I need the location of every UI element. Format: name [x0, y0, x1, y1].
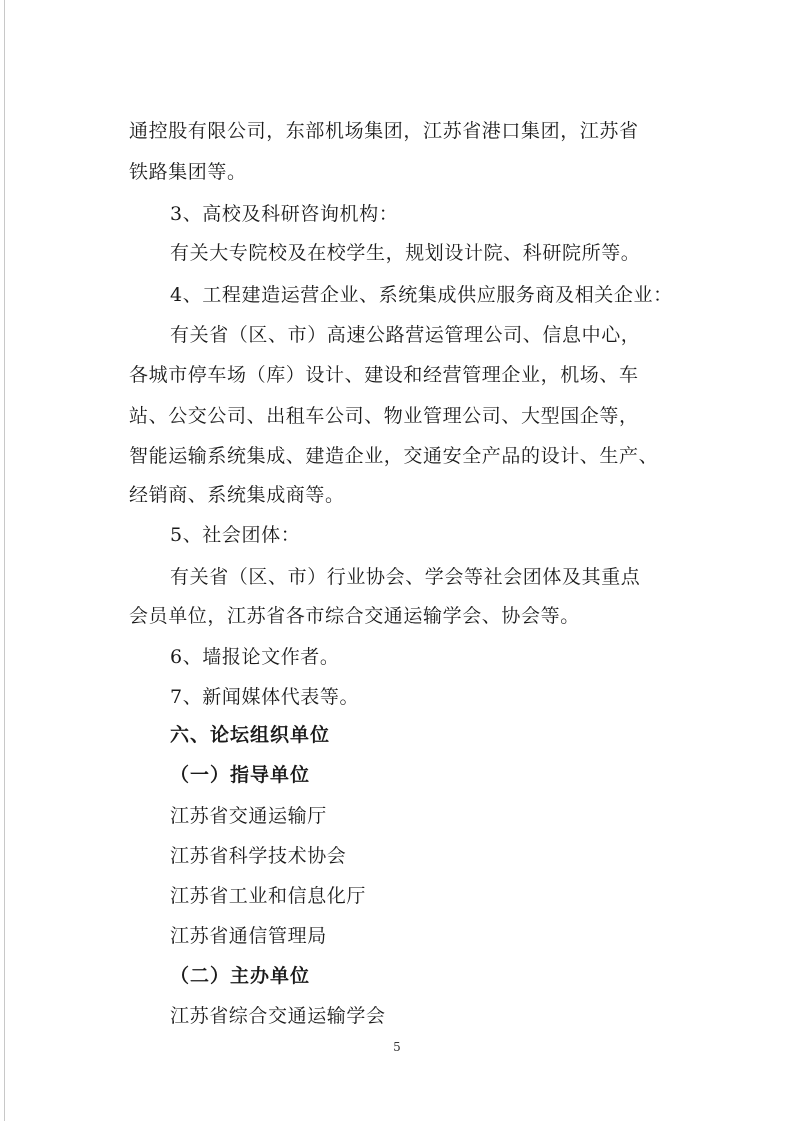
scan-edge-line [4, 0, 5, 1121]
organization-item: 江苏省通信管理局 [170, 925, 327, 947]
text-line: 有关省（区、市）行业协会、学会等社会团体及其重点 [170, 566, 641, 588]
text-line: 通控股有限公司，东部机场集团，江苏省港口集团，江苏省 [129, 120, 639, 142]
text-line: 经销商、系统集成商等。 [129, 484, 345, 506]
text-line: 智能运输系统集成、建造企业，交通安全产品的设计、生产、 [129, 445, 659, 467]
organization-item: 江苏省工业和信息化厅 [170, 885, 367, 907]
list-item-heading: 4、工程建造运营企业、系统集成供应服务商及相关企业： [170, 284, 673, 306]
text-line: 站、公交公司、出租车公司、物业管理公司、大型国企等， [129, 405, 639, 427]
section-heading: 六、论坛组织单位 [170, 724, 331, 746]
text-line: 铁路集团等。 [129, 161, 247, 183]
list-item-heading: 5、社会团体： [170, 524, 301, 546]
list-item: 6、墙报论文作者。 [170, 646, 340, 668]
page-number: 5 [393, 1040, 401, 1054]
subsection-heading: （一）指导单位 [170, 764, 311, 786]
list-item: 7、新闻媒体代表等。 [170, 686, 360, 708]
text-line: 有关大专院校及在校学生，规划设计院、科研院所等。 [170, 242, 641, 264]
organization-item: 江苏省交通运输厅 [170, 805, 327, 827]
organization-item: 江苏省综合交通运输学会 [170, 1005, 386, 1027]
text-line: 各城市停车场（库）设计、建设和经营管理企业，机场、车 [129, 364, 639, 386]
subsection-heading: （二）主办单位 [170, 965, 311, 987]
text-line: 有关省（区、市）高速公路营运管理公司、信息中心， [170, 324, 641, 346]
text-line: 会员单位，江苏省各市综合交通运输学会、协会等。 [129, 605, 580, 627]
list-item-heading: 3、高校及科研咨询机构： [170, 203, 399, 225]
organization-item: 江苏省科学技术协会 [170, 845, 347, 867]
